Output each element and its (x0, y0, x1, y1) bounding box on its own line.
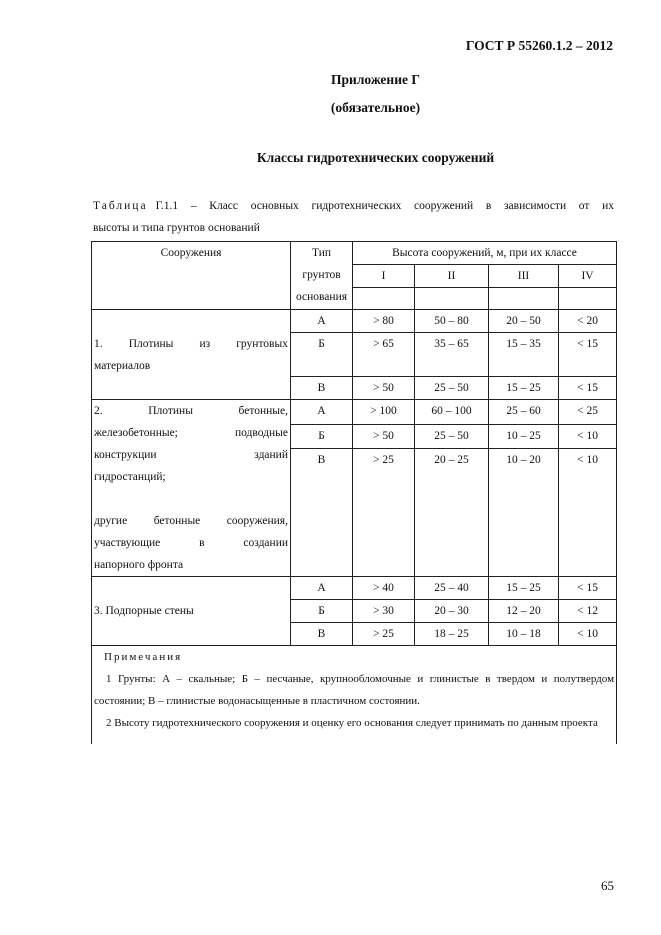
soil-cell: В (291, 377, 353, 400)
header-height-group: Высота сооружений, м, при их классе (353, 242, 617, 265)
header-row-1 (92, 242, 617, 265)
notes-row (92, 646, 617, 745)
notes-heading: Примечания (104, 651, 183, 663)
value-cell: 25 – 50 (415, 377, 489, 400)
value-cell: 25 – 40 (415, 577, 489, 600)
header-class-I: I (353, 265, 415, 288)
value-cell: < 10 (559, 449, 617, 577)
soil-cell: Б (291, 600, 353, 623)
caption-text-line1: Г.1.1 – Класс основных гидротехнических сооружений в зависимости от их (155, 200, 614, 212)
value-cell: < 15 (559, 377, 617, 400)
soil-cell: Б (291, 424, 353, 449)
value-cell: < 10 (559, 424, 617, 449)
header-class-III: III (489, 265, 559, 288)
value-cell: > 80 (353, 310, 415, 333)
table-row (92, 400, 617, 425)
value-cell: > 30 (353, 600, 415, 623)
value-cell: < 25 (559, 400, 617, 425)
value-cell: 20 – 30 (415, 600, 489, 623)
table-row (92, 310, 617, 333)
value-cell: 25 – 50 (415, 424, 489, 449)
value-cell: > 50 (353, 377, 415, 400)
value-cell: 15 – 25 (489, 577, 559, 600)
table-caption (93, 195, 614, 239)
soil-cell: А (291, 577, 353, 600)
value-cell: 15 – 35 (489, 333, 559, 377)
value-cell: < 15 (559, 333, 617, 377)
value-cell: 10 – 25 (489, 424, 559, 449)
value-cell: > 50 (353, 424, 415, 449)
value-cell: > 40 (353, 577, 415, 600)
soil-cell: А (291, 400, 353, 425)
note-2: 2 Высоту гидротехнического сооружения и оценку его основания следует принимать по данным проекта (106, 717, 598, 729)
soil-cell: В (291, 449, 353, 577)
value-cell: 35 – 65 (415, 333, 489, 377)
value-cell: < 15 (559, 577, 617, 600)
soil-cell: А (291, 310, 353, 333)
value-cell: < 20 (559, 310, 617, 333)
value-cell: < 12 (559, 600, 617, 623)
soil-cell: Б (291, 333, 353, 377)
appendix-status: (обязательное) (330, 100, 421, 115)
value-cell: < 10 (559, 623, 617, 646)
section-title: Классы гидротехнических сооружений (256, 150, 495, 165)
note-1: 1 Грунты: А – скальные; Б – песчаные, крупнообломочные и глинистые в твердом и полутвердом состоянии; В – глинистые водонасыщенные в пластичном состоянии. (94, 673, 615, 707)
value-cell: 60 – 100 (415, 400, 489, 425)
header-class-IV: IV (559, 265, 617, 288)
soil-cell: В (291, 623, 353, 646)
header-structures: Сооружения (92, 242, 291, 310)
table-row (92, 577, 617, 600)
header-class-II: II (415, 265, 489, 288)
value-cell: > 100 (353, 400, 415, 425)
group2-label: 2. Плотины бетонные, железобетонные; подводные конструкции зданий гидростанций; другие бетонные сооружения, участвующие в создании напорного фронта (92, 400, 291, 577)
appendix-title: Приложение Г (331, 72, 420, 87)
classification-table (91, 241, 617, 744)
group1-label: 1. Плотины из грунтовых материалов (92, 310, 291, 400)
document-id: ГОСТ Р 55260.1.2 – 2012 (465, 38, 613, 53)
value-cell: 20 – 25 (415, 449, 489, 577)
group3-label: 3. Подпорные стены (92, 577, 291, 646)
value-cell: 50 – 80 (415, 310, 489, 333)
page-number: 65 (601, 878, 614, 893)
value-cell: 25 – 60 (489, 400, 559, 425)
value-cell: 18 – 25 (415, 623, 489, 646)
value-cell: 12 – 20 (489, 600, 559, 623)
value-cell: 10 – 20 (489, 449, 559, 577)
caption-label: Таблица (93, 200, 148, 212)
value-cell: 15 – 25 (489, 377, 559, 400)
header-soil-type: Тип грунтов основания (291, 242, 353, 310)
value-cell: > 25 (353, 449, 415, 577)
value-cell: > 65 (353, 333, 415, 377)
caption-text-line2: высоты и типа грунтов оснований (93, 222, 260, 234)
value-cell: 10 – 18 (489, 623, 559, 646)
value-cell: 20 – 50 (489, 310, 559, 333)
value-cell: > 25 (353, 623, 415, 646)
table-notes (92, 646, 617, 745)
